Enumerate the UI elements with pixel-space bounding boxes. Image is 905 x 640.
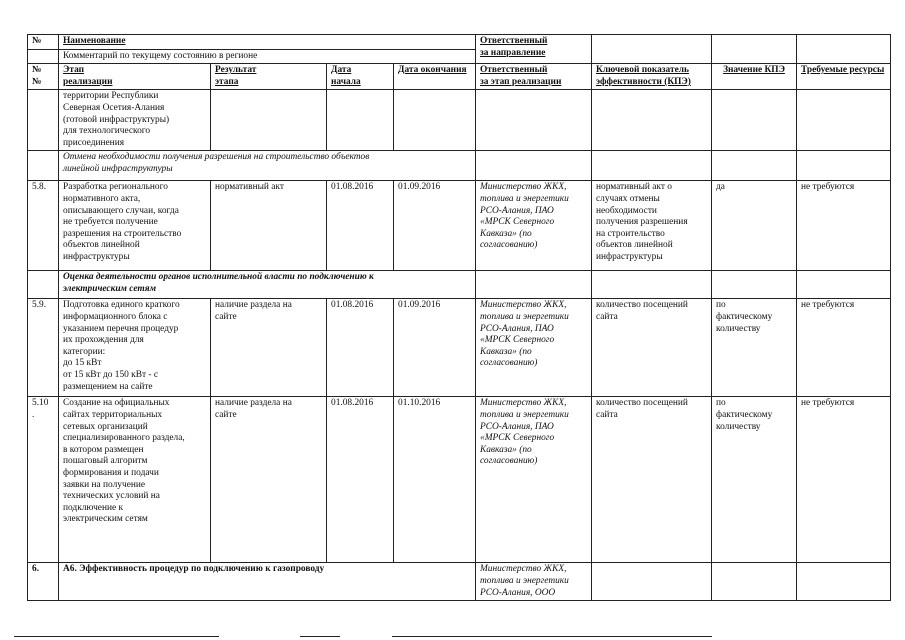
section-row bbox=[28, 271, 891, 299]
row-num bbox=[28, 151, 59, 181]
row-resources: не требуются bbox=[797, 181, 891, 271]
header-kpi-value: Значение КПЭ bbox=[712, 64, 797, 90]
row-result: нормативный акт bbox=[211, 181, 327, 271]
table-row-continuation bbox=[28, 90, 891, 151]
row-empty-cell bbox=[712, 563, 797, 601]
row-start-date: 01.08.2016 bbox=[327, 181, 394, 271]
footer-lines bbox=[0, 630, 905, 640]
header-responsible-direction: Ответственный за направление bbox=[476, 35, 592, 64]
header-comment-num bbox=[28, 49, 59, 64]
row-empty-cell bbox=[476, 151, 592, 181]
row-start-date: 01.08.2016 bbox=[327, 397, 394, 563]
header-comment: Комментарий по текущему состоянию в регионе bbox=[59, 49, 476, 64]
row-end-date: 01.09.2016 bbox=[394, 181, 476, 271]
row-result: наличие раздела на сайте bbox=[211, 299, 327, 397]
block-num: 6. bbox=[28, 563, 59, 601]
header-stage: Этап реализации bbox=[59, 64, 211, 90]
row-kpi: количество посещений сайта bbox=[592, 397, 712, 563]
row-start-date: 01.08.2016 bbox=[327, 299, 394, 397]
row-empty-cell bbox=[211, 90, 327, 151]
block-title: А6. Эффективность процедур по подключению к газопроводу bbox=[59, 563, 476, 601]
row-empty-cell bbox=[592, 151, 712, 181]
header-stage-num: № № bbox=[28, 64, 59, 90]
row-empty-cell bbox=[797, 563, 891, 601]
row-num bbox=[28, 90, 59, 151]
row-empty-cell bbox=[712, 90, 797, 151]
header-start: Дата начала bbox=[327, 64, 394, 90]
header-empty-1 bbox=[592, 35, 712, 64]
row-empty-cell bbox=[592, 563, 712, 601]
row-stage: Разработка регионального нормативного акта, описывающего случаи, когда не требуется получение разрешения на строительство объектов линейной инфраструктуры bbox=[59, 181, 211, 271]
row-end-date: 01.10.2016 bbox=[394, 397, 476, 563]
section-title: Отмена необходимости получения разрешения на строительство объектов линейной инфраструктуры bbox=[59, 151, 476, 181]
row-kpi-value: да bbox=[712, 181, 797, 271]
row-responsible: Министерство ЖКХ, топлива и энергетики РСО-Алания, ПАО «МРСК Северного Кавказа» (по согласованию) bbox=[476, 397, 592, 563]
row-num bbox=[28, 271, 59, 299]
plan-table bbox=[27, 34, 891, 601]
section-row bbox=[28, 151, 891, 181]
row-resources: не требуются bbox=[797, 397, 891, 563]
row-kpi: количество посещений сайта bbox=[592, 299, 712, 397]
row-num: 5.9. bbox=[28, 299, 59, 397]
row-kpi-value: по фактическому количеству bbox=[712, 299, 797, 397]
row-kpi: нормативный акт о случаях отмены необходимости получения разрешения на строительство объектов линейной инфраструктуры bbox=[592, 181, 712, 271]
row-empty-cell bbox=[712, 151, 797, 181]
row-empty-cell bbox=[476, 271, 592, 299]
row-num: 5.8. bbox=[28, 181, 59, 271]
block-row bbox=[28, 563, 891, 601]
block-responsible: Министерство ЖКХ, топлива и энергетики РСО-Алания, ООО bbox=[476, 563, 592, 601]
row-empty-cell bbox=[476, 90, 592, 151]
header-row-1 bbox=[28, 35, 891, 50]
header-stage-responsible: Ответственный за этап реализации bbox=[476, 64, 592, 90]
row-stage: территории Республики Северная Осетия-Алания (готовой инфраструктуры) для технологического присоединения bbox=[59, 90, 211, 151]
header-num: № bbox=[28, 35, 59, 50]
footer-line bbox=[392, 636, 712, 637]
row-empty-cell bbox=[797, 271, 891, 299]
row-empty-cell bbox=[394, 90, 476, 151]
row-empty-cell bbox=[327, 90, 394, 151]
row-end-date: 01.09.2016 bbox=[394, 299, 476, 397]
row-kpi-value: по фактическому количеству bbox=[712, 397, 797, 563]
table-row bbox=[28, 299, 891, 397]
header-resources: Требуемые ресурсы bbox=[797, 64, 891, 90]
header-name: Наименование bbox=[59, 35, 476, 50]
footer-line bbox=[300, 636, 340, 637]
row-resources: не требуются bbox=[797, 299, 891, 397]
row-empty-cell bbox=[797, 151, 891, 181]
row-num: 5.10 . bbox=[28, 397, 59, 563]
header-kpi: Ключевой показатель эффективности (КПЭ) bbox=[592, 64, 712, 90]
header-empty-2 bbox=[712, 35, 797, 64]
header-empty-3 bbox=[797, 35, 891, 64]
row-empty-cell bbox=[592, 271, 712, 299]
header-end: Дата окончания bbox=[394, 64, 476, 90]
row-result: наличие раздела на сайте bbox=[211, 397, 327, 563]
row-stage: Подготовка единого краткого информационного блока с указанием перечня процедур их прохождения для категории: до 15 кВт от 15 кВт до 150 кВт - с размещением на сайте bbox=[59, 299, 211, 397]
section-title: Оценка деятельности органов исполнительной власти по подключению к электрическим сетям bbox=[59, 271, 476, 299]
row-empty-cell bbox=[592, 90, 712, 151]
header-result: Результат этапа bbox=[211, 64, 327, 90]
row-empty-cell bbox=[797, 90, 891, 151]
footer-line bbox=[14, 636, 219, 637]
row-responsible: Министерство ЖКХ, топлива и энергетики РСО-Алания, ПАО «МРСК Северного Кавказа» (по согласованию) bbox=[476, 299, 592, 397]
header-row-3 bbox=[28, 64, 891, 90]
table-row bbox=[28, 397, 891, 563]
row-stage: Создание на официальных сайтах территориальных сетевых организаций специализированного раздела, в котором размещен пошаговый алгоритм формирования и подачи заявки на получение технических условий на подключение к электрическим сетям bbox=[59, 397, 211, 563]
table-row bbox=[28, 181, 891, 271]
row-responsible: Министерство ЖКХ, топлива и энергетики РСО-Алания, ПАО «МРСК Северного Кавказа» (по согласованию) bbox=[476, 181, 592, 271]
row-empty-cell bbox=[712, 271, 797, 299]
